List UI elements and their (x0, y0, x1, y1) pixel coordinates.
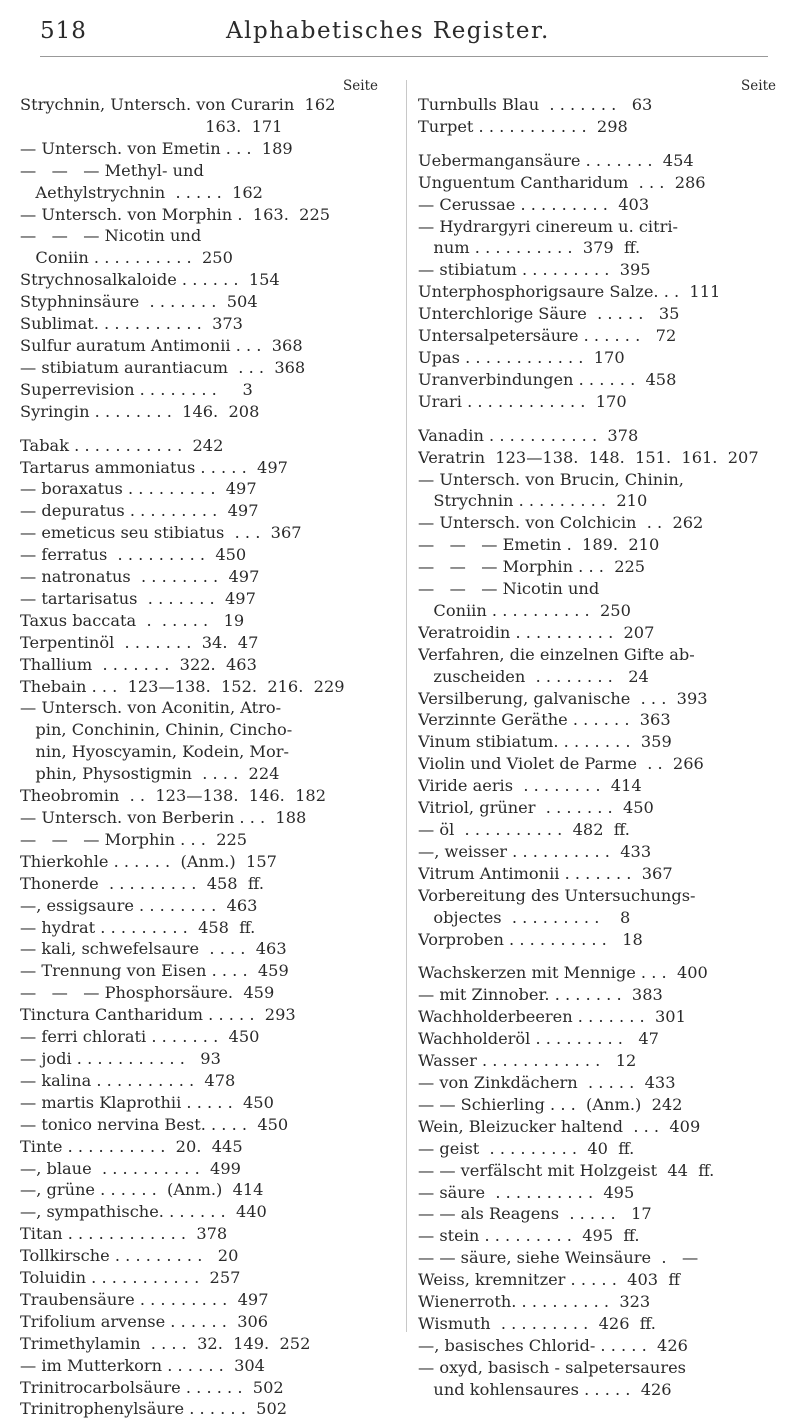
index-entry: Vorproben . . . . . . . . . . 18 (418, 929, 643, 949)
index-entry: Strychnin, Untersch. von Curarin 162 (20, 95, 336, 114)
index-entry: und kohlensaures . . . . . 426 (418, 1379, 672, 1399)
index-entry: — stein . . . . . . . . . 495 ff. (418, 1226, 640, 1246)
index-entry: Wein, Bleizucker haltend . . . 409 (418, 1116, 701, 1136)
index-entry: Uranverbindungen . . . . . . 458 (418, 369, 677, 389)
index-entry: Vorbereitung des Untersuchungs- (418, 885, 696, 905)
index-entry: — emeticus seu stibiatus . . . 367 (20, 523, 302, 543)
index-entry: Thierkohle . . . . . . (Anm.) 157 (20, 851, 277, 871)
index-entry: Thonerde . . . . . . . . . 458 ff. (20, 873, 264, 893)
index-entry: — — — Emetin . 189. 210 (418, 535, 660, 555)
index-entry: Sublimat. . . . . . . . . . . 373 (20, 314, 243, 334)
index-entry: — Untersch. von Aconitin, Atro- (20, 698, 282, 718)
index-entry: Trimethylamin . . . . 32. 149. 252 (20, 1333, 311, 1353)
index-entry: Traubensäure . . . . . . . . . 497 (20, 1289, 269, 1309)
index-entry: — — — Nicotin und (20, 226, 202, 246)
page-column-label: Seite (741, 78, 776, 94)
index-entry: Verzinnte Geräthe . . . . . . 363 (418, 710, 671, 730)
index-entry: —, blaue . . . . . . . . . . 499 (20, 1158, 241, 1178)
index-entry: Theobromin . . 123—138. 146. 182 (20, 786, 327, 806)
index-entry: — Untersch. von Berberin . . . 188 (20, 808, 307, 827)
index-entry: Unterchlorige Säure . . . . . 35 (418, 304, 680, 324)
index-entry: Styphninsäure . . . . . . . 504 (20, 292, 258, 312)
index-entry: Weiss, kremnitzer . . . . . 403 ff (418, 1270, 680, 1290)
index-entry: Untersalpetersäure . . . . . . 72 (418, 326, 677, 346)
index-entry: — Untersch. von Colchicin . . 262 (418, 513, 704, 533)
index-entry: — Trennung von Eisen . . . . 459 (20, 961, 289, 981)
index-entry: Veratrin 123—138. 148. 151. 161. 207 (418, 447, 759, 467)
index-entry: Urari . . . . . . . . . . . . 170 (418, 391, 627, 411)
index-entry: — stibiatum . . . . . . . . . 395 (418, 260, 651, 280)
index-entry: —, essigsaure . . . . . . . . 463 (20, 895, 258, 915)
index-entry: —, weisser . . . . . . . . . . 433 (418, 841, 652, 861)
page-number: 518 (40, 18, 87, 44)
index-entry: — geist . . . . . . . . . 40 ff. (418, 1138, 635, 1158)
index-entry: Strychnin . . . . . . . . . 210 (418, 491, 648, 511)
index-entry: Turpet . . . . . . . . . . . 298 (418, 116, 628, 136)
index-entry: Veratroidin . . . . . . . . . . 207 (418, 622, 655, 642)
index-entry: — im Mutterkorn . . . . . . 304 (20, 1355, 265, 1375)
index-entry: Upas . . . . . . . . . . . . 170 (418, 347, 625, 367)
index-entry: Taxus baccata . . . . . . 19 (20, 610, 245, 630)
index-entry: Verfahren, die einzelnen Gifte ab- (418, 644, 695, 664)
letter-section-gap (418, 138, 780, 150)
index-entry: 163. 171 (20, 116, 283, 136)
letter-section-gap (418, 950, 780, 962)
index-entry: — kali, schwefelsaure . . . . 463 (20, 939, 287, 959)
index-entry: — ferri chlorati . . . . . . . 450 (20, 1027, 260, 1047)
index-entry: — tonico nervina Best. . . . . 450 (20, 1114, 289, 1134)
index-entry: Trinitrocarbolsäure . . . . . . 502 (20, 1377, 284, 1397)
index-entry: Aethylstrychnin . . . . . 162 (20, 182, 263, 202)
index-entry: —, basisches Chlorid- . . . . . 426 (418, 1335, 688, 1355)
index-entry: — kalina . . . . . . . . . . 478 (20, 1070, 236, 1090)
index-entry: Trinitrophenylsäure . . . . . . 502 (20, 1399, 288, 1419)
index-entry: Wachskerzen mit Mennige . . . 400 (418, 963, 708, 983)
index-entry: — — — Methyl- und (20, 160, 204, 180)
right-index-column (418, 78, 780, 1401)
index-entry: Tinctura Cantharidum . . . . . 293 (20, 1005, 296, 1025)
index-entry: — Cerussae . . . . . . . . . 403 (418, 194, 650, 214)
index-entry: Coniin . . . . . . . . . . 250 (20, 248, 233, 268)
page-column-label: Seite (343, 78, 378, 94)
index-entry: — oxyd, basisch - salpetersaures (418, 1357, 686, 1377)
index-entry: — hydrat . . . . . . . . . 458 ff. (20, 917, 256, 937)
index-entry: Sulfur auratum Antimonii . . . 368 (20, 335, 303, 355)
index-entry: — öl . . . . . . . . . . 482 ff. (418, 820, 630, 839)
index-entry: Turnbulls Blau . . . . . . . 63 (418, 95, 653, 114)
index-entry: — — als Reagens . . . . . 17 (418, 1204, 652, 1224)
index-entry: Unterphosphorigsaure Salze. . . 111 (418, 282, 721, 302)
index-entry: phin, Physostigmin . . . . 224 (20, 764, 280, 784)
page-header (0, 0, 800, 48)
letter-section-gap (418, 413, 780, 425)
index-entry: Tabak . . . . . . . . . . . 242 (20, 435, 224, 455)
index-entry: Vitriol, grüner . . . . . . . 450 (418, 798, 654, 818)
header-rule (40, 56, 768, 57)
index-entry: — Untersch. von Emetin . . . 189 (20, 138, 293, 158)
index-entry: Thallium . . . . . . . 322. 463 (20, 654, 257, 674)
index-entry: Terpentinöl . . . . . . . 34. 47 (20, 632, 259, 652)
index-entry: Tollkirsche . . . . . . . . . 20 (20, 1246, 239, 1266)
index-entry: — Hydrargyri cinereum u. citri- (418, 216, 678, 236)
index-entry: —, sympathische. . . . . . . 440 (20, 1202, 267, 1222)
index-entry: — boraxatus . . . . . . . . . 497 (20, 479, 257, 499)
index-entry: — mit Zinnober. . . . . . . . 383 (418, 985, 663, 1005)
index-entry: Tartarus ammoniatus . . . . . 497 (20, 457, 288, 477)
index-entry: — natronatus . . . . . . . . 497 (20, 567, 260, 587)
index-entry: Syringin . . . . . . . . 146. 208 (20, 401, 260, 421)
index-entry: Superrevision . . . . . . . . 3 (20, 379, 253, 399)
index-entry: — depuratus . . . . . . . . . 497 (20, 501, 259, 521)
index-entry: — martis Klaprothii . . . . . 450 (20, 1092, 274, 1112)
index-entry: — — — Morphin . . . 225 (418, 557, 646, 577)
index-entry: pin, Conchinin, Chinin, Cincho- (20, 720, 293, 740)
index-entry: — — — Nicotin und (418, 579, 600, 599)
column-divider (406, 80, 407, 1332)
index-entry: — — — Phosphorsäure. 459 (20, 983, 275, 1003)
index-entry: zuscheiden . . . . . . . . 24 (418, 666, 649, 686)
index-entry: —, grüne . . . . . . (Anm.) 414 (20, 1180, 264, 1200)
index-entry: Strychnosalkaloide . . . . . . 154 (20, 270, 280, 290)
index-entry: Vinum stibiatum. . . . . . . . 359 (418, 732, 672, 752)
index-entry: Vitrum Antimonii . . . . . . . 367 (418, 863, 673, 883)
letter-section-gap (20, 423, 382, 435)
index-entry: Wasser . . . . . . . . . . . . 12 (418, 1051, 637, 1071)
index-entry: — stibiatum aurantiacum . . . 368 (20, 357, 306, 377)
index-entry: Unguentum Cantharidum . . . 286 (418, 172, 706, 192)
index-entry: Titan . . . . . . . . . . . . 378 (20, 1224, 228, 1244)
index-entry: Vanadin . . . . . . . . . . . 378 (418, 425, 639, 445)
index-entry: objectes . . . . . . . . . 8 (418, 907, 631, 927)
index-entry: — — verfälscht mit Holzgeist 44 ff. (418, 1160, 715, 1180)
index-entry: Wachholderbeeren . . . . . . . 301 (418, 1007, 686, 1027)
running-head: Alphabetisches Register. (226, 18, 550, 44)
index-entry: nin, Hyoscyamin, Kodein, Mor- (20, 742, 289, 762)
index-entry: — — — Morphin . . . 225 (20, 829, 248, 849)
index-entry: — — säure, siehe Weinsäure . — (418, 1248, 699, 1268)
index-entry: Wismuth . . . . . . . . . 426 ff. (418, 1313, 656, 1333)
index-entry: — Untersch. von Morphin . 163. 225 (20, 204, 331, 224)
index-entry: Wienerroth. . . . . . . . . . 323 (418, 1292, 651, 1312)
index-entry: Viride aeris . . . . . . . . 414 (418, 776, 642, 796)
index-entry: Wachholderöl . . . . . . . . . 47 (418, 1029, 659, 1049)
index-entry: Thebain . . . 123—138. 152. 216. 229 (20, 676, 345, 696)
index-entry: Versilberung, galvanische . . . 393 (418, 688, 708, 708)
index-entry: num . . . . . . . . . . 379 ff. (418, 238, 641, 258)
index-entry: Coniin . . . . . . . . . . 250 (418, 600, 631, 620)
index-entry: Toluidin . . . . . . . . . . . 257 (20, 1268, 241, 1288)
index-entry: Trifolium arvense . . . . . . 306 (20, 1311, 269, 1331)
index-entry: Uebermangansäure . . . . . . . 454 (418, 150, 694, 170)
index-entry: — Untersch. von Brucin, Chinin, (418, 469, 684, 489)
index-entry: — jodi . . . . . . . . . . . 93 (20, 1048, 221, 1068)
index-entry: — ferratus . . . . . . . . . 450 (20, 545, 247, 565)
index-entry: Violin und Violet de Parme . . 266 (418, 754, 704, 774)
index-entry: — säure . . . . . . . . . . 495 (418, 1182, 635, 1202)
index-entry: Tinte . . . . . . . . . . 20. 445 (20, 1136, 243, 1156)
index-entry: — tartarisatus . . . . . . . 497 (20, 588, 256, 608)
index-entry: — von Zinkdächern . . . . . 433 (418, 1072, 676, 1092)
index-entry: — — Schierling . . . (Anm.) 242 (418, 1094, 683, 1114)
left-index-column (20, 78, 382, 1420)
